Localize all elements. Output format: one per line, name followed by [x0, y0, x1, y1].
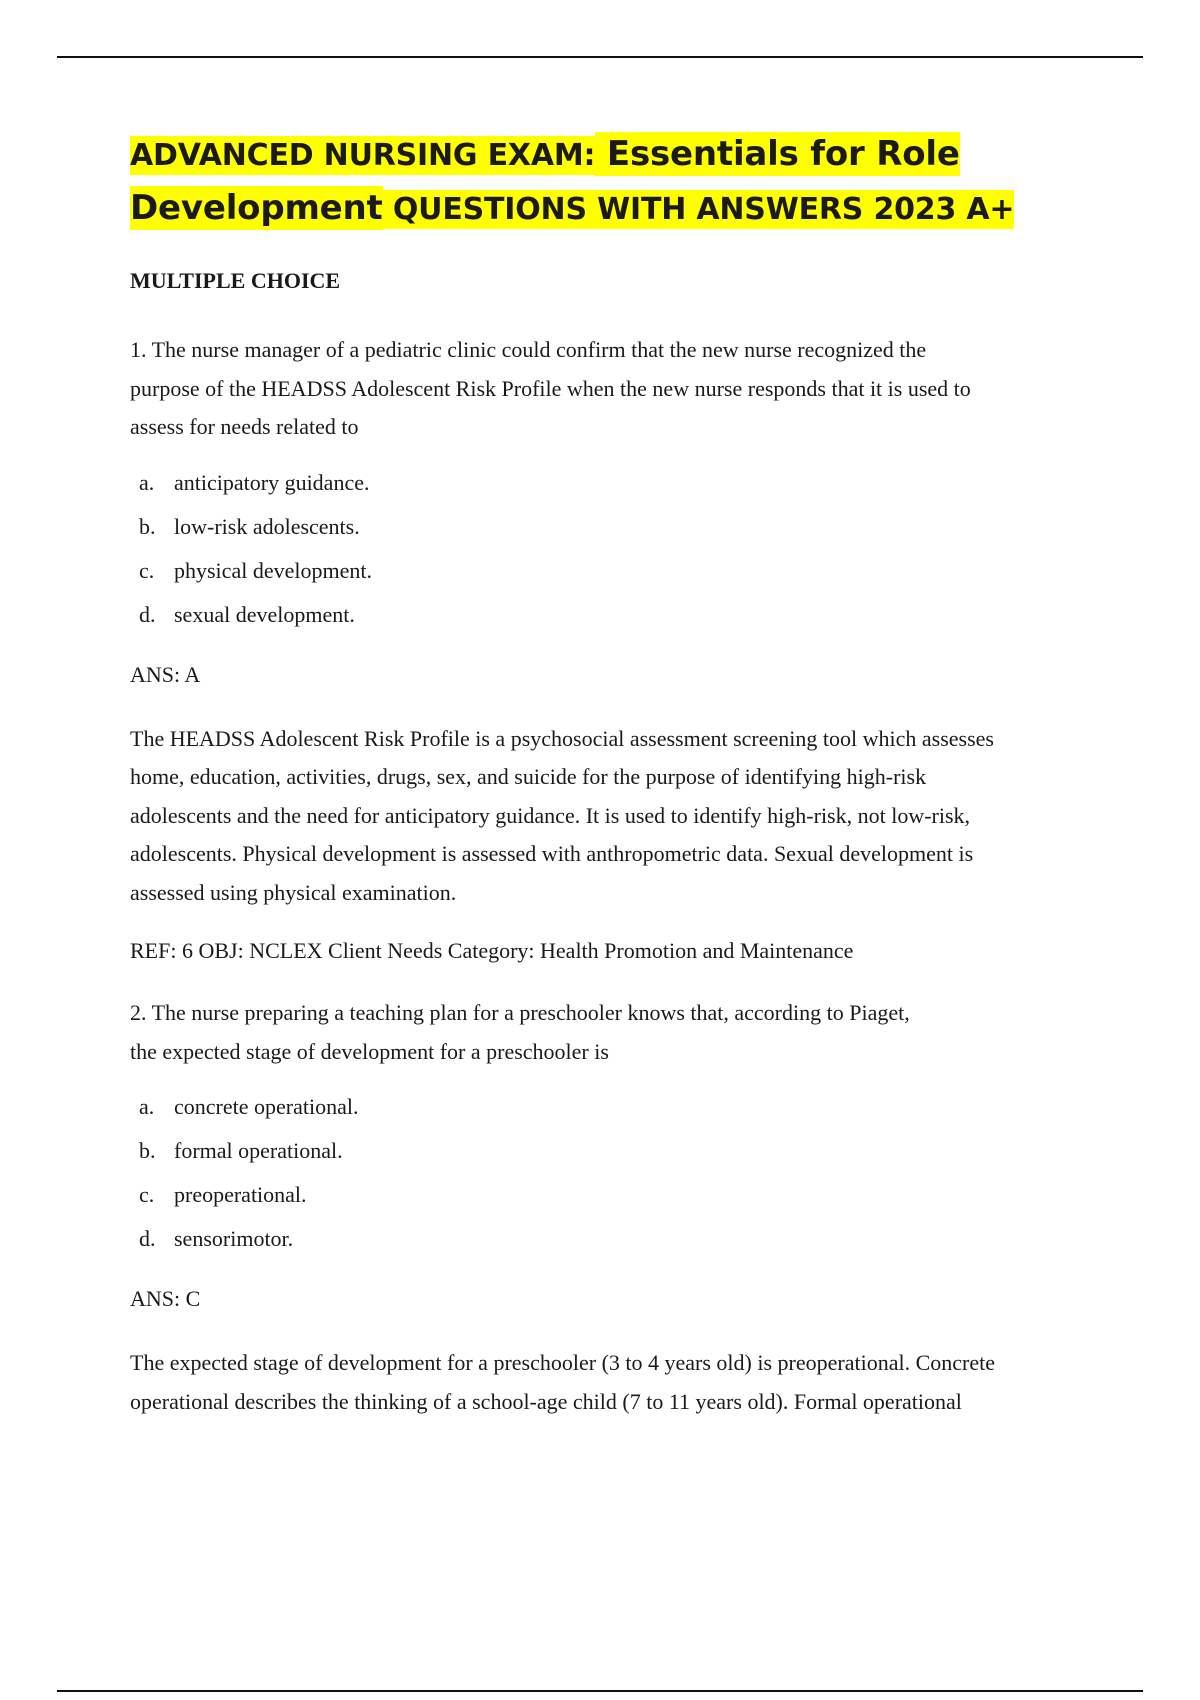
question-2-options — [130, 1093, 1090, 1253]
option-text: preoperational. — [174, 1182, 307, 1207]
document-page — [130, 128, 1090, 1421]
top-rule — [57, 56, 1143, 58]
option-letter: a. — [139, 469, 155, 495]
rationale-line: The expected stage of development for a preschooler (3 to 4 years old) is preoperational. Concrete — [130, 1350, 995, 1375]
question-1 — [130, 331, 1090, 447]
question-2-option-d — [130, 1225, 1090, 1253]
question-1-reference: REF: 6 OBJ: NCLEX Client Needs Category: Health Promotion and Maintenance — [130, 938, 854, 963]
option-letter: b. — [139, 513, 156, 539]
question-2-line-2: the expected stage of development for a preschooler is — [130, 1038, 609, 1064]
option-text: formal operational. — [174, 1138, 343, 1163]
question-2-rationale — [130, 1344, 1090, 1421]
question-1-rationale — [130, 720, 1090, 913]
option-letter: d. — [139, 1226, 156, 1251]
title-part-3: Development — [130, 188, 383, 228]
rationale-line: operational describes the thinking of a school-age child (7 to 11 years old). Formal operational — [130, 1388, 962, 1414]
option-letter: a. — [139, 1094, 155, 1119]
question-1-option-b — [130, 513, 1090, 541]
question-1-options — [130, 469, 1090, 629]
option-text: sexual development. — [174, 601, 355, 627]
option-letter: c. — [139, 557, 155, 583]
bottom-rule — [57, 1690, 1143, 1692]
option-text: physical development. — [174, 557, 372, 583]
question-2-line-1: 2. The nurse preparing a teaching plan for a preschooler knows that, according to Piaget, — [130, 1000, 910, 1025]
option-text: anticipatory guidance. — [174, 469, 370, 495]
option-letter: d. — [139, 601, 156, 627]
title-part-1: ADVANCED NURSING EXAM: — [130, 138, 596, 173]
title-part-4: QUESTIONS WITH ANSWERS 2023 A+ — [382, 192, 1015, 227]
question-2-option-c — [130, 1181, 1090, 1209]
question-2-answer: ANS: C — [130, 1286, 201, 1311]
option-letter: b. — [139, 1138, 156, 1163]
rationale-line: adolescents and the need for anticipatory guidance. It is used to identify high-risk, not low-risk, — [130, 802, 971, 828]
question-1-answer: ANS: A — [130, 661, 201, 687]
section-heading: MULTIPLE CHOICE — [130, 268, 341, 293]
question-1-option-a — [130, 469, 1090, 497]
question-1-line-2: purpose of the HEADSS Adolescent Risk Profile when the new nurse responds that it is used to — [130, 375, 971, 401]
rationale-line: The HEADSS Adolescent Risk Profile is a psychosocial assessment screening tool which assesses — [130, 725, 994, 751]
question-2-option-a — [130, 1093, 1090, 1121]
rationale-line: adolescents. Physical development is assessed with anthropometric data. Sexual development is — [130, 841, 974, 866]
rationale-line: home, education, activities, drugs, sex, and suicide for the purpose of identifying high-risk — [130, 764, 927, 789]
option-text: low-risk adolescents. — [174, 513, 360, 539]
rationale-line: assessed using physical examination. — [130, 879, 457, 905]
question-2 — [130, 994, 1090, 1071]
option-text: concrete operational. — [174, 1094, 359, 1119]
question-1-option-c — [130, 557, 1090, 585]
question-1-line-1: 1. The nurse manager of a pediatric clinic could confirm that the new nurse recognized the — [130, 337, 927, 362]
question-1-line-3: assess for needs related to — [130, 414, 359, 439]
question-2-option-b — [130, 1137, 1090, 1165]
title-part-2: Essentials for Role — [595, 134, 960, 174]
document-title — [130, 128, 1090, 236]
option-text: sensorimotor. — [174, 1226, 294, 1251]
option-letter: c. — [139, 1182, 155, 1207]
question-1-option-d — [130, 601, 1090, 629]
